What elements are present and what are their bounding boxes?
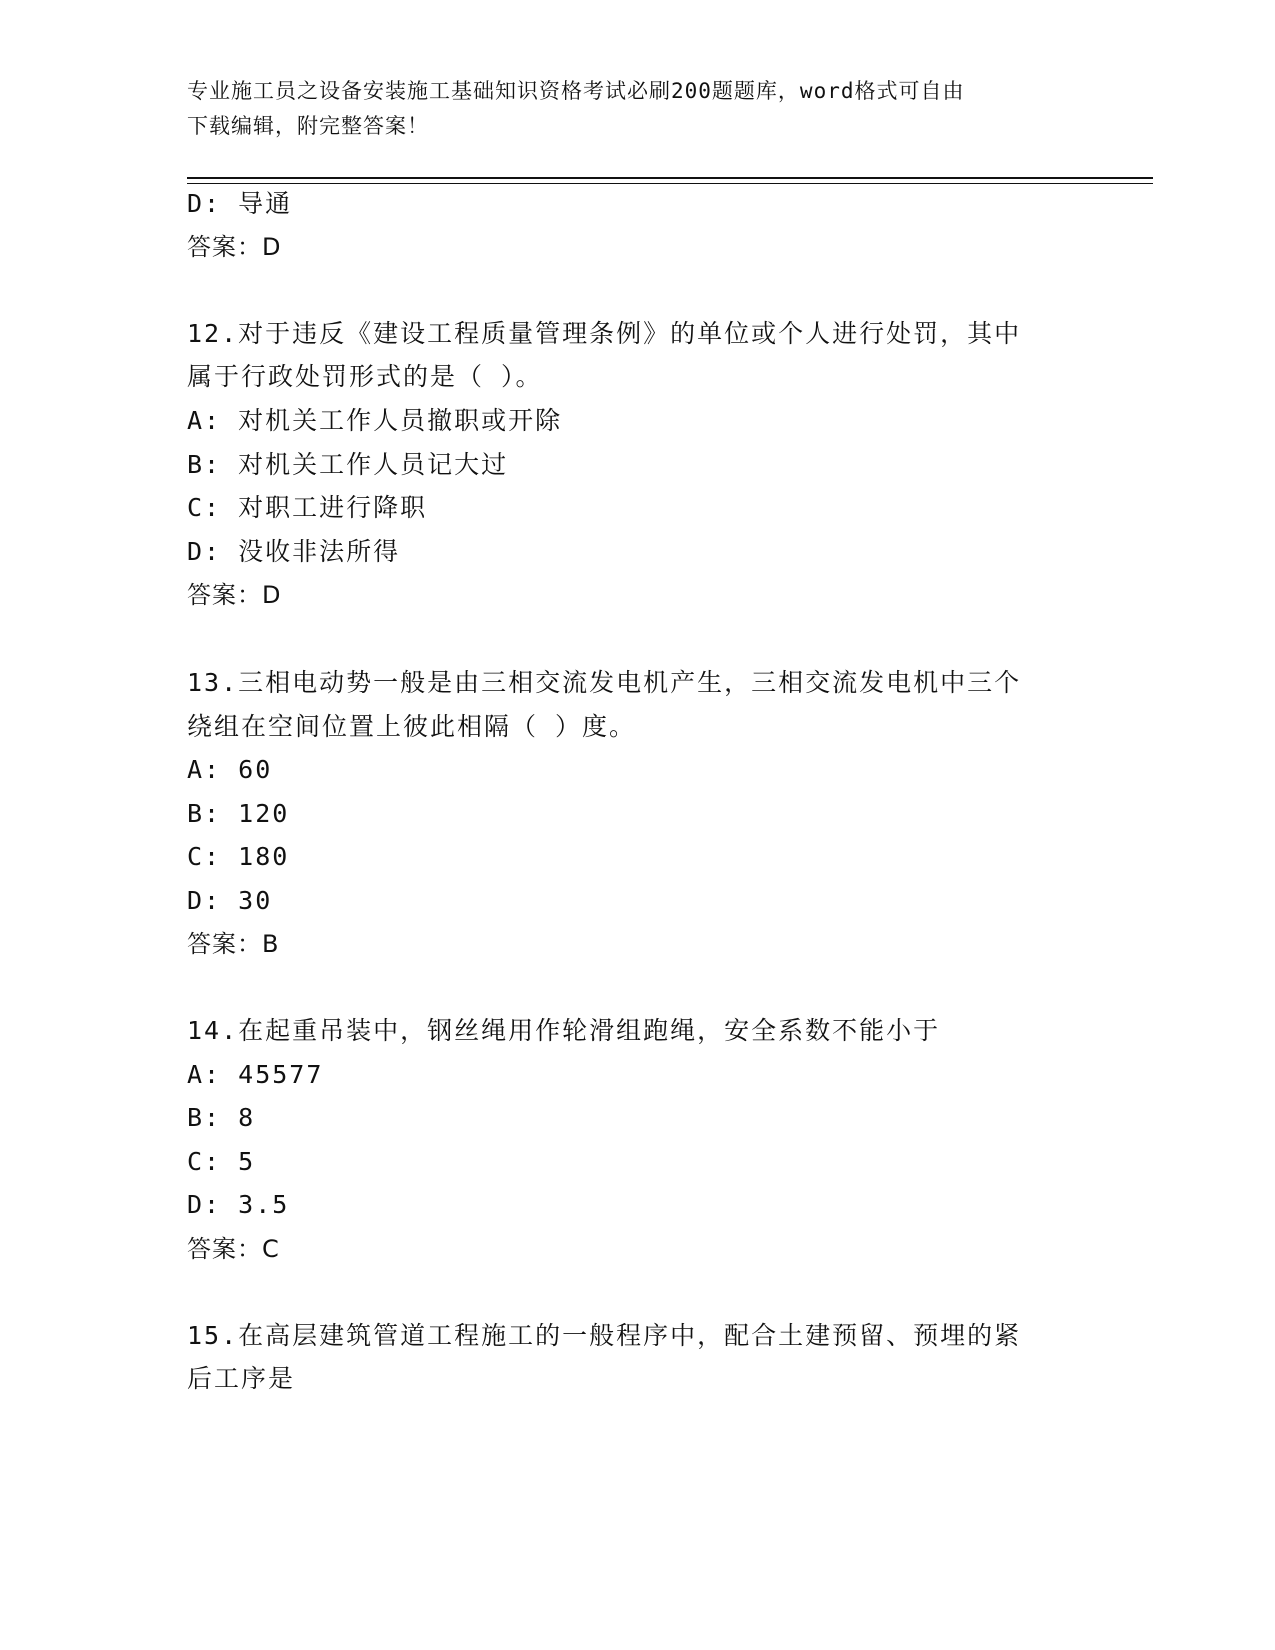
q15-stem-line-2: 后工序是 [187,1364,296,1393]
q14-answer: 答案：C [187,1235,280,1263]
q13-stem-line-2: 绕组在空间位置上彼此相隔（ ）度。 [187,712,637,741]
q12-option-b: B: 对机关工作人员记大过 [187,450,509,479]
q13-option-c: C: 180 [187,842,290,871]
header-title-line-1: 专业施工员之设备安装施工基础知识资格考试必刷200题题库，word格式可自由 [187,79,965,103]
header-divider-thin [187,183,1153,184]
q12-option-d: D: 没收非法所得 [187,537,401,566]
page-header [187,74,1067,144]
q13-option-b: B: 120 [187,799,290,828]
header-divider-thick [187,177,1153,179]
q12-option-c: C: 对职工进行降职 [187,493,428,522]
q11-option-d: D: 导通 [187,189,293,218]
q14-option-a: A: 45577 [187,1060,324,1089]
header-title-line-2: 下载编辑，附完整答案！ [187,114,429,138]
q14-option-c: C: 5 [187,1147,256,1176]
q12-answer: 答案：D [187,581,282,609]
q13-option-a: A: 60 [187,755,273,784]
q13-stem-line-1: 13.三相电动势一般是由三相交流发电机产生，三相交流发电机中三个 [187,668,1022,697]
q12-stem-line-1: 12.对于违反《建设工程质量管理条例》的单位或个人进行处罚，其中 [187,319,1022,348]
q12-stem-line-2: 属于行政处罚形式的是（ ）。 [187,362,543,391]
q14-option-d: D: 3.5 [187,1190,290,1219]
q13-option-d: D: 30 [187,886,273,915]
q15-stem-line-1: 15.在高层建筑管道工程施工的一般程序中，配合土建预留、预埋的紧 [187,1321,1022,1350]
q11-answer: 答案：D [187,233,282,261]
q14-option-b: B: 8 [187,1103,256,1132]
q14-stem-line-1: 14.在起重吊装中，钢丝绳用作轮滑组跑绳，安全系数不能小于 [187,1016,941,1045]
q12-option-a: A: 对机关工作人员撤职或开除 [187,406,563,435]
q13-answer: 答案：B [187,930,280,958]
